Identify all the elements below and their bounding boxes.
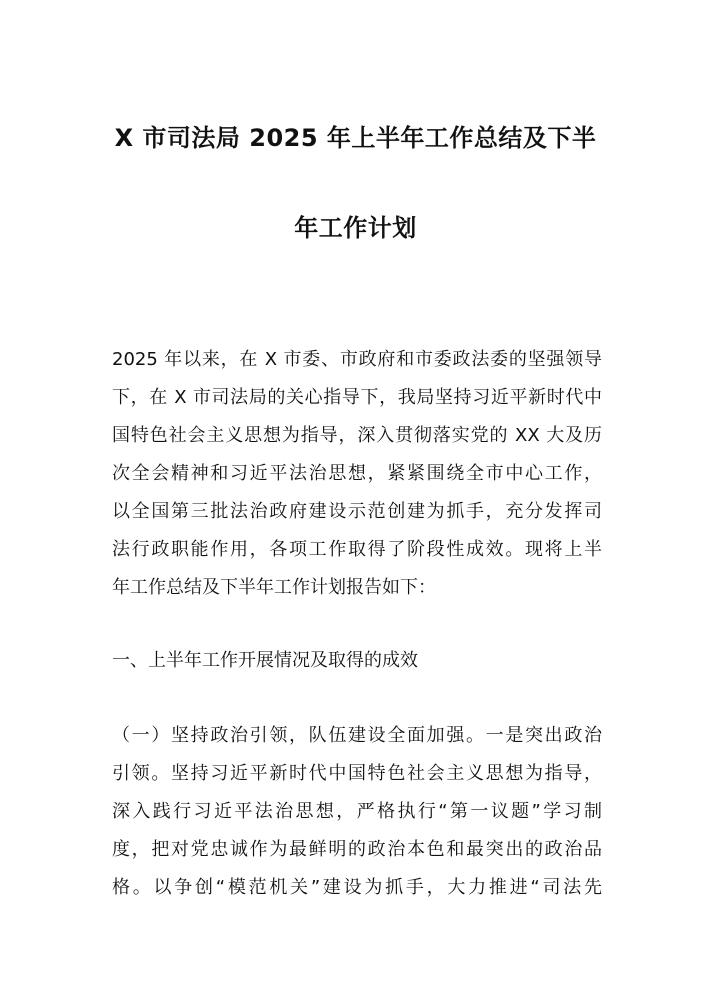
document-title-line-1: X 市司法局 2025 年上半年工作总结及下半: [114, 124, 597, 152]
intro-line-4: 次全会精神和习近平法治思想，紧紧围绕全市中心工作，: [112, 463, 602, 484]
section-1-line-5: 格。以争创“模范机关”建设为抓手，大力推进“司法先: [112, 877, 602, 898]
intro-line-1: 2025 年以来，在 X 市委、市政府和市委政法委的坚强领导: [112, 349, 602, 370]
document-title-line-2: 年工作计划: [294, 214, 417, 242]
intro-line-5: 以全国第三批法治政府建设示范创建为抓手，充分发挥司: [112, 501, 602, 522]
intro-line-6: 法行政职能作用，各项工作取得了阶段性成效。现将上半: [112, 539, 602, 560]
intro-line-7: 年工作总结及下半年工作计划报告如下：: [112, 577, 436, 598]
section-1-heading: 一、上半年工作开展情况及取得的成效: [112, 650, 418, 671]
section-1-line-2: 引领。坚持习近平新时代中国特色社会主义思想为指导，: [112, 763, 602, 784]
section-1-line-4: 度，把对党忠诚作为最鲜明的政治本色和最突出的政治品: [112, 839, 602, 860]
intro-line-2: 下，在 X 市司法局的关心指导下，我局坚持习近平新时代中: [112, 387, 602, 408]
intro-line-3: 国特色社会主义思想为指导，深入贯彻落实党的 XX 大及历: [112, 425, 602, 446]
section-1-line-3: 深入践行习近平法治思想，严格执行“第一议题”学习制: [112, 801, 602, 822]
section-1-line-1: （一）坚持政治引领，队伍建设全面加强。一是突出政治: [112, 725, 602, 746]
